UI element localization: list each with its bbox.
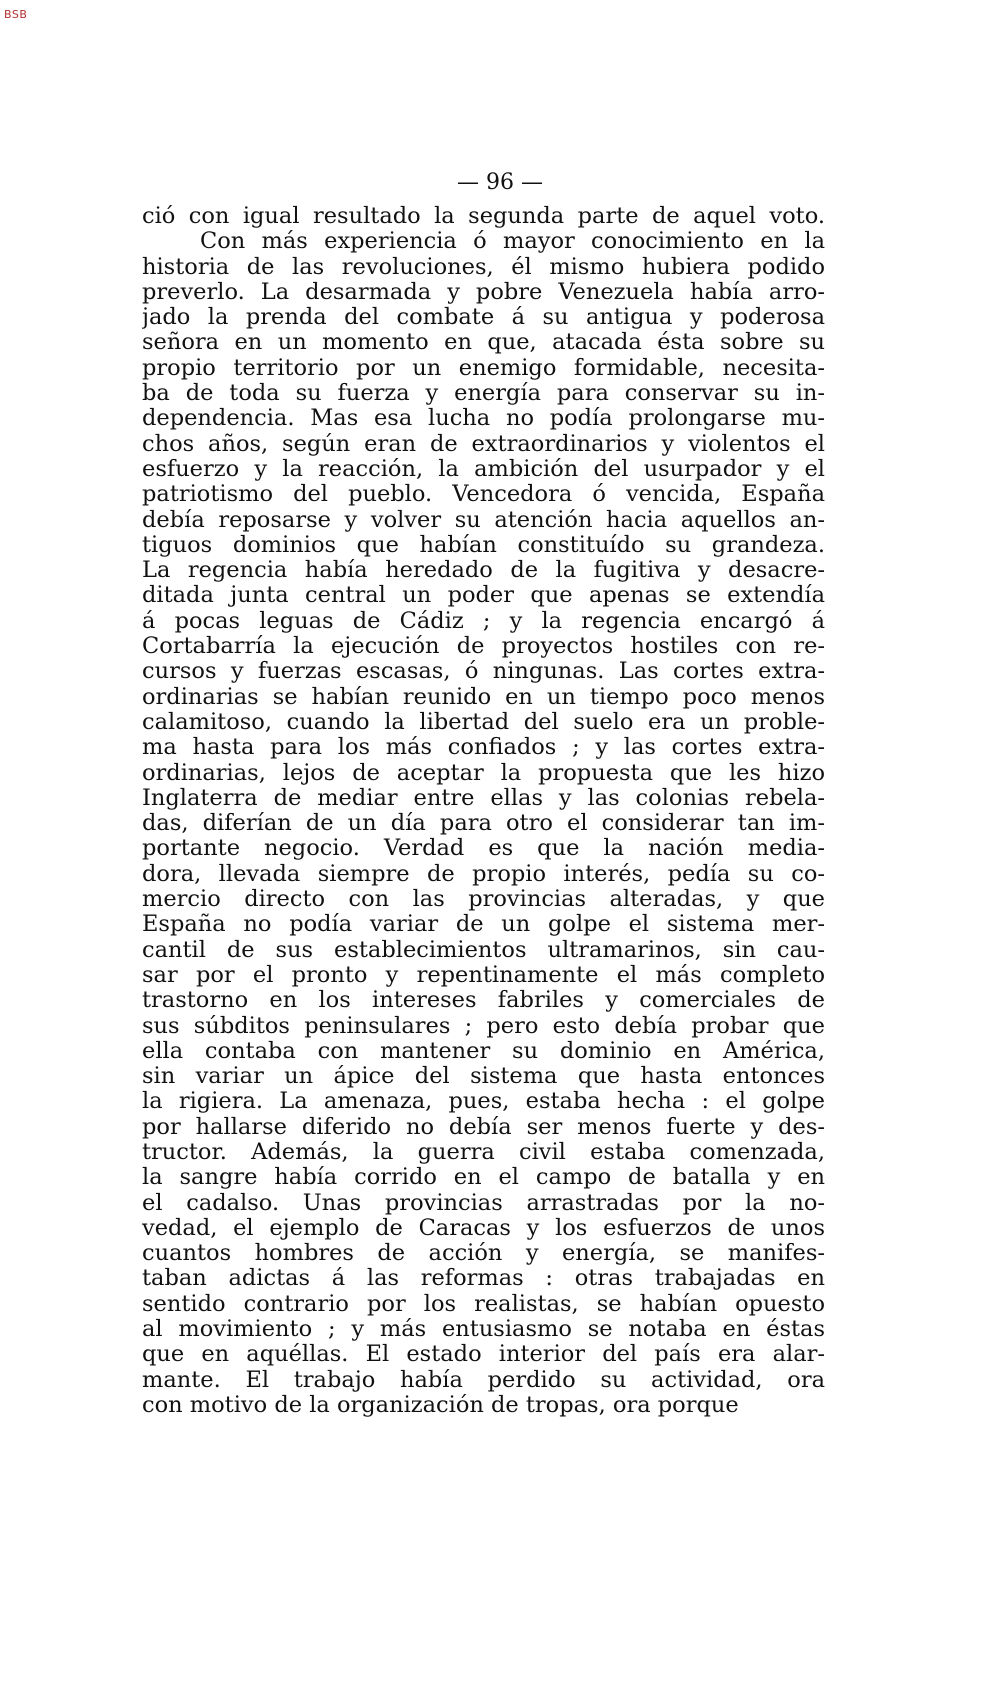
- text-line: cantil de sus establecimientos ultramarinos, sin cau-: [142, 937, 825, 963]
- text-line: propio territorio por un enemigo formidable, necesita-: [142, 355, 825, 381]
- text-line: cuantos hombres de acción y energía, se manifes-: [142, 1241, 825, 1267]
- page-number: — 96 —: [457, 170, 543, 195]
- text-line: portante negocio. Verdad es que la nación media-: [142, 836, 825, 862]
- text-line: con motivo de la organización de tropas, ora porque: [142, 1392, 739, 1418]
- page-text: [142, 204, 825, 1418]
- text-line: tiguos dominios que habían constituído su grandeza.: [142, 532, 825, 558]
- text-line: sar por el pronto y repentinamente el más completo: [142, 962, 825, 988]
- text-line: tructor. Además, la guerra civil estaba comenzada,: [142, 1139, 825, 1165]
- text-line: jado la prenda del combate á su antigua y poderosa: [142, 305, 825, 331]
- text-line: dependencia. Mas esa lucha no podía prolongarse mu-: [142, 406, 825, 432]
- text-line: calamitoso, cuando la libertad del suelo era un proble-: [142, 709, 825, 735]
- text-line: sin variar un ápice del sistema que hasta entonces: [142, 1064, 825, 1090]
- text-line: España no podía variar de un golpe el sistema mer-: [142, 912, 825, 938]
- text-line: ditada junta central un poder que apenas se extendía: [142, 583, 825, 609]
- text-line: chos años, según eran de extraordinarios y violentos el: [142, 431, 825, 457]
- text-line: el cadalso. Unas provincias arrastradas por la no-: [142, 1190, 825, 1216]
- library-stamp: BSB: [4, 8, 28, 21]
- text-line: debía reposarse y volver su atención hacia aquellos an-: [142, 507, 825, 533]
- text-line: ella contaba con mantener su dominio en América,: [142, 1038, 825, 1064]
- text-line: La regencia había heredado de la fugitiva y desacre-: [142, 558, 825, 584]
- text-line: dora, llevada siempre de propio interés, pedía su co-: [142, 861, 825, 887]
- text-line: sentido contrario por los realistas, se habían opuesto: [142, 1291, 825, 1317]
- text-line: por hallarse diferido no debía ser menos fuerte y des-: [142, 1114, 825, 1140]
- text-line: la rigiera. La amenaza, pues, estaba hecha : el golpe: [142, 1089, 825, 1115]
- text-line: historia de las revoluciones, él mismo hubiera podido: [142, 254, 825, 280]
- text-line: ordinarias, lejos de aceptar la propuesta que les hizo: [142, 760, 825, 786]
- text-line: vedad, el ejemplo de Caracas y los esfuerzos de unos: [142, 1215, 825, 1241]
- text-line: das, diferían de un día para otro el considerar tan im-: [142, 811, 825, 837]
- text-line: trastorno en los intereses fabriles y comerciales de: [142, 988, 825, 1014]
- text-line: mercio directo con las provincias alteradas, y que: [142, 887, 825, 913]
- text-line: ció con igual resultado la segunda parte de aquel voto.: [142, 204, 825, 229]
- text-line: ordinarias se habían reunido en un tiempo poco menos: [142, 684, 825, 710]
- text-line: patriotismo del pueblo. Vencedora ó vencida, España: [142, 482, 825, 508]
- text-line: á pocas leguas de Cádiz ; y la regencia encargó á: [142, 608, 825, 634]
- text-line: señora en un momento en que, atacada ésta sobre su: [142, 330, 825, 356]
- text-line: esfuerzo y la reacción, la ambición del usurpador y el: [142, 456, 825, 482]
- text-line: taban adictas á las reformas : otras trabajadas en: [142, 1266, 825, 1292]
- text-line: preverlo. La desarmada y pobre Venezuela había arro-: [142, 279, 825, 305]
- text-line: al movimiento ; y más entusiasmo se notaba en éstas: [142, 1317, 825, 1343]
- text-line: Inglaterra de mediar entre ellas y las colonias rebela-: [142, 785, 825, 811]
- text-line: ma hasta para los más confiados ; y las cortes extra-: [142, 735, 825, 761]
- text-line: mante. El trabajo había perdido su actividad, ora: [142, 1367, 825, 1393]
- text-line: Con más experiencia ó mayor conocimiento en la: [200, 229, 825, 255]
- text-line: la sangre había corrido en el campo de batalla y en: [142, 1165, 825, 1191]
- text-line: sus súbditos peninsulares ; pero esto debía probar que: [142, 1013, 825, 1039]
- text-line: cursos y fuerzas escasas, ó ningunas. Las cortes extra-: [142, 659, 825, 685]
- text-line: Cortabarría la ejecución de proyectos hostiles con re-: [142, 634, 825, 660]
- text-line: que en aquéllas. El estado interior del país era alar-: [142, 1342, 825, 1368]
- text-line: ba de toda su fuerza y energía para conservar su in-: [142, 381, 825, 407]
